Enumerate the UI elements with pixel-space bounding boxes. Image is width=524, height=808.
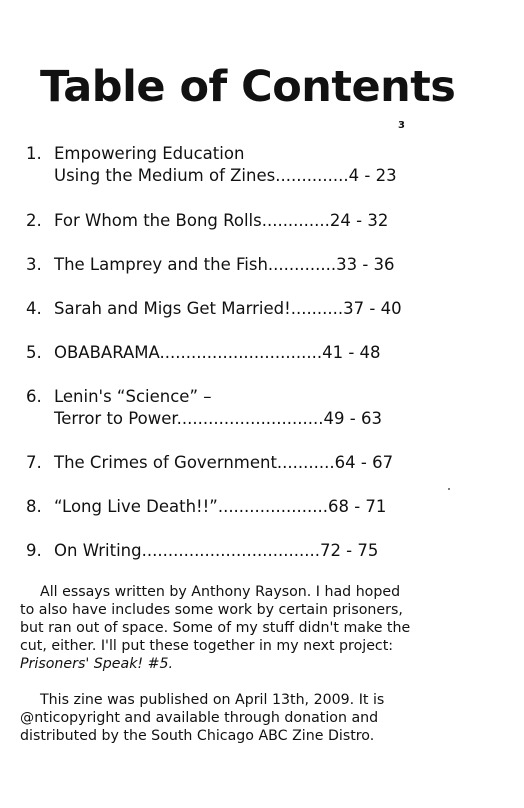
note-line: @nticopyright and available through donation and: [20, 710, 379, 726]
publication-note: [20, 691, 510, 745]
authorship-note: [20, 583, 510, 673]
note-line-italic: Prisoners' Speak! #5.: [20, 656, 174, 672]
note-line: This zine was published on April 13th, 2009. It is: [40, 692, 385, 708]
toc-entry-title: The Crimes of Government...........64 - 67: [54, 453, 394, 472]
note-line: All essays written by Anthony Rayson. I had hoped: [40, 584, 401, 600]
toc-entry-title: Sarah and Migs Get Married!..........37 - 40: [54, 299, 402, 318]
toc-entry-title: For Whom the Bong Rolls.............24 - 32: [54, 211, 389, 230]
toc-entry-title: Lenin's “Science” –: [54, 387, 212, 406]
note-line: but ran out of space. Some of my stuff didn't make the: [20, 620, 411, 636]
page-title: Table of Contents: [40, 62, 456, 112]
note-line: cut, either. I'll put these together in my next project:: [20, 638, 394, 654]
toc-entry-number: 9.: [26, 541, 42, 560]
toc-entry-title-continued: Terror to Power............................49 - 63: [54, 409, 382, 428]
toc-entry-title: OBABARAMA...............................41 - 48: [54, 343, 381, 362]
toc-entry-title: “Long Live Death!!”.....................68 - 71: [54, 497, 387, 516]
toc-entry-title: On Writing..................................72 - 75: [54, 541, 379, 560]
toc-entry-number: 2.: [26, 211, 42, 230]
note-line: to also have includes some work by certain prisoners,: [20, 602, 403, 618]
toc-entry-number: 7.: [26, 453, 42, 472]
toc-entry-number: 5.: [26, 343, 42, 362]
toc-entry-number: 1.: [26, 144, 42, 163]
toc-entry-number: 3.: [26, 255, 42, 274]
page-number-mark: 3: [398, 120, 405, 131]
toc-entry-title-continued: Using the Medium of Zines..............4 - 23: [54, 166, 397, 185]
note-line: distributed by the South Chicago ABC Zine Distro.: [20, 728, 375, 744]
toc-entry-number: 4.: [26, 299, 42, 318]
toc-entry-number: 8.: [26, 497, 42, 516]
toc-entry-title: The Lamprey and the Fish.............33 - 36: [54, 255, 395, 274]
toc-entry-number: 6.: [26, 387, 42, 406]
scan-speck: [448, 488, 450, 490]
toc-entry-title: Empowering Education: [54, 144, 245, 163]
